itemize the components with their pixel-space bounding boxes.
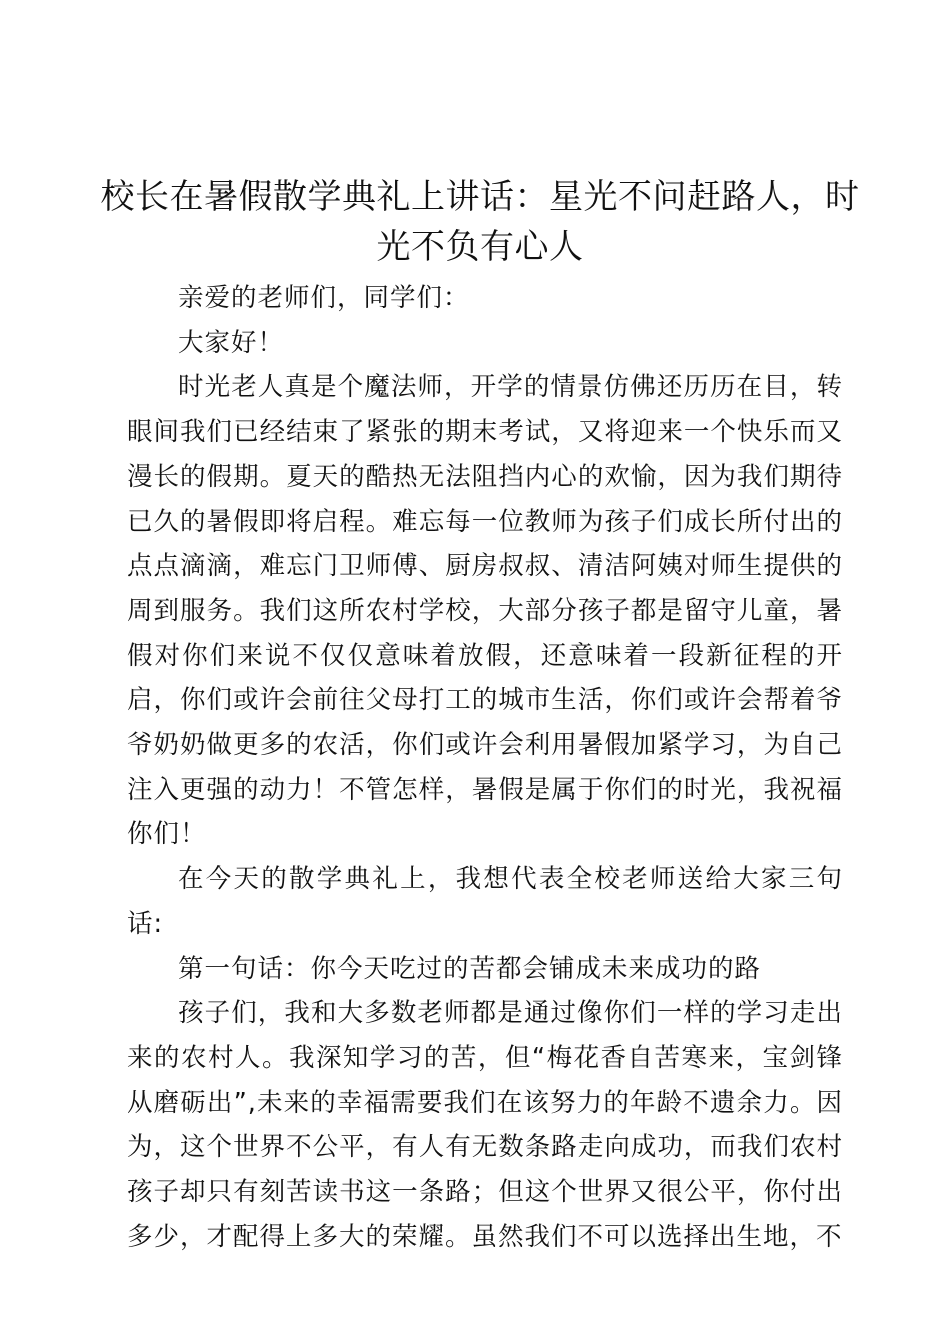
body-paragraph: 在今天的散学典礼上，我想代表全校老师送给大家三句话: bbox=[127, 864, 843, 939]
document-body bbox=[127, 276, 843, 1259]
greeting: 大家好！ bbox=[178, 327, 285, 358]
document-title: 校长在暑假散学典礼上讲话：星光不问赶路人，时光不负有心人 bbox=[100, 177, 860, 267]
salutation: 亲爱的老师们，同学们： bbox=[178, 283, 470, 313]
body-paragraph: 时光老人真是个魔法师，开学的情景仿佛还历历在目，转眼间我们已经结束了紧张的期末考试，又将迎来一个快乐而又漫长的假期。夏天的酷热无法阻挡内心的欢愉，因为我们期待已久的暑假即将启程。难忘每一位教师为孩子们成长所付出的点点滴滴，难忘门卫师傅、厨房叔叔、清洁阿姨对师生提供的周到服务。我们这所农村学校，大部分孩子都是留守儿童，暑假对你们来说不仅仅意味着放假，还意味着一段新征程的开启，你们或许会前往父母打工的城市生活，你们或许会帮着爷爷奶奶做更多的农活，你们或许会利用暑假加紧学习，为自己注入更强的动力！不管怎样，暑假是属于你们的时光，我祝福你们！ bbox=[127, 372, 843, 850]
body-paragraph: 孩子们，我和大多数老师都是通过像你们一样的学习走出来的农村人。我深知学习的苦，但“梅花香自苦寒来，宝剑锋从磨砺出”,未来的幸福需要我们在该努力的年龄不遗余力。因为，这个世界不公平，有人有无数条路走向成功，而我们农村孩子却只有刻苦读书这一条路；但这个世界又很公平，你付出多少，才配得上多大的荣耀。虽然我们不可以选择出生地，不 bbox=[127, 998, 843, 1252]
section-heading: 第一句话：你今天吃过的苦都会铺成未来成功的路 bbox=[178, 953, 762, 984]
